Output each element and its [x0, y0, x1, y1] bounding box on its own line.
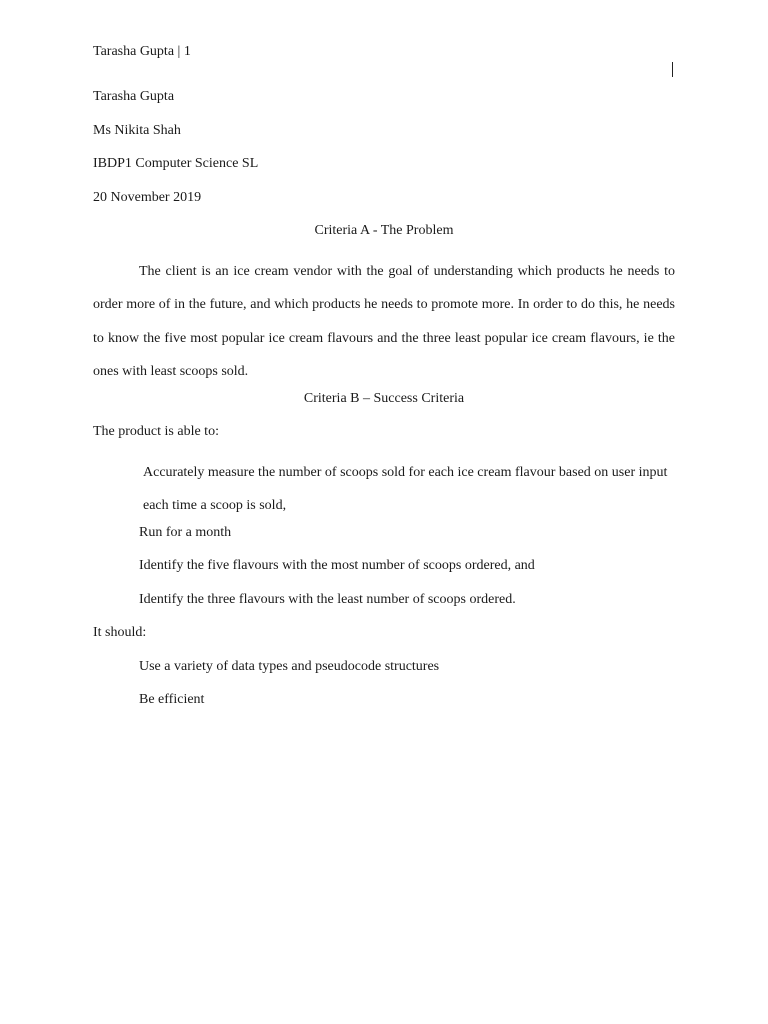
should-item-2: Be efficient — [139, 692, 205, 707]
criteria-a-paragraph: The client is an ice cream vendor with the goal of understanding which products he needs to order more of in the future, and which products he needs to promote more. In order to do this, he needs to know the five most popular ice cream flavours and the three least popular ice cream flavours, ie the ones with least scoops sold. — [93, 263, 675, 379]
criteria-b-heading: Criteria B – Success Criteria — [303, 390, 465, 406]
text-cursor — [672, 62, 673, 77]
teacher-name: Ms Nikita Shah — [93, 122, 181, 138]
able-intro: The product is able to: — [93, 424, 219, 439]
should-list — [93, 657, 675, 724]
document-body — [93, 87, 675, 724]
should-intro: It should: — [93, 625, 147, 640]
able-item-2: Run for a month — [139, 524, 232, 540]
running-head: Tarasha Gupta | 1 — [93, 44, 191, 59]
should-item-1: Use a variety of data types and pseudocode structures — [139, 658, 440, 674]
student-name: Tarasha Gupta — [93, 89, 175, 104]
submission-date: 20 November 2019 — [93, 189, 202, 205]
able-list — [93, 456, 675, 624]
able-item-1: Accurately measure the number of scoops sold for each ice cream flavour based on user input each time a scoop is sold, — [143, 464, 668, 513]
able-item-3: Identify the five flavours with the most number of scoops ordered, and — [139, 558, 535, 573]
criteria-a-heading: Criteria A - The Problem — [314, 223, 454, 238]
course-name: IBDP1 Computer Science SL — [93, 156, 259, 171]
able-item-4: Identify the three flavours with the least number of scoops ordered. — [139, 591, 516, 607]
